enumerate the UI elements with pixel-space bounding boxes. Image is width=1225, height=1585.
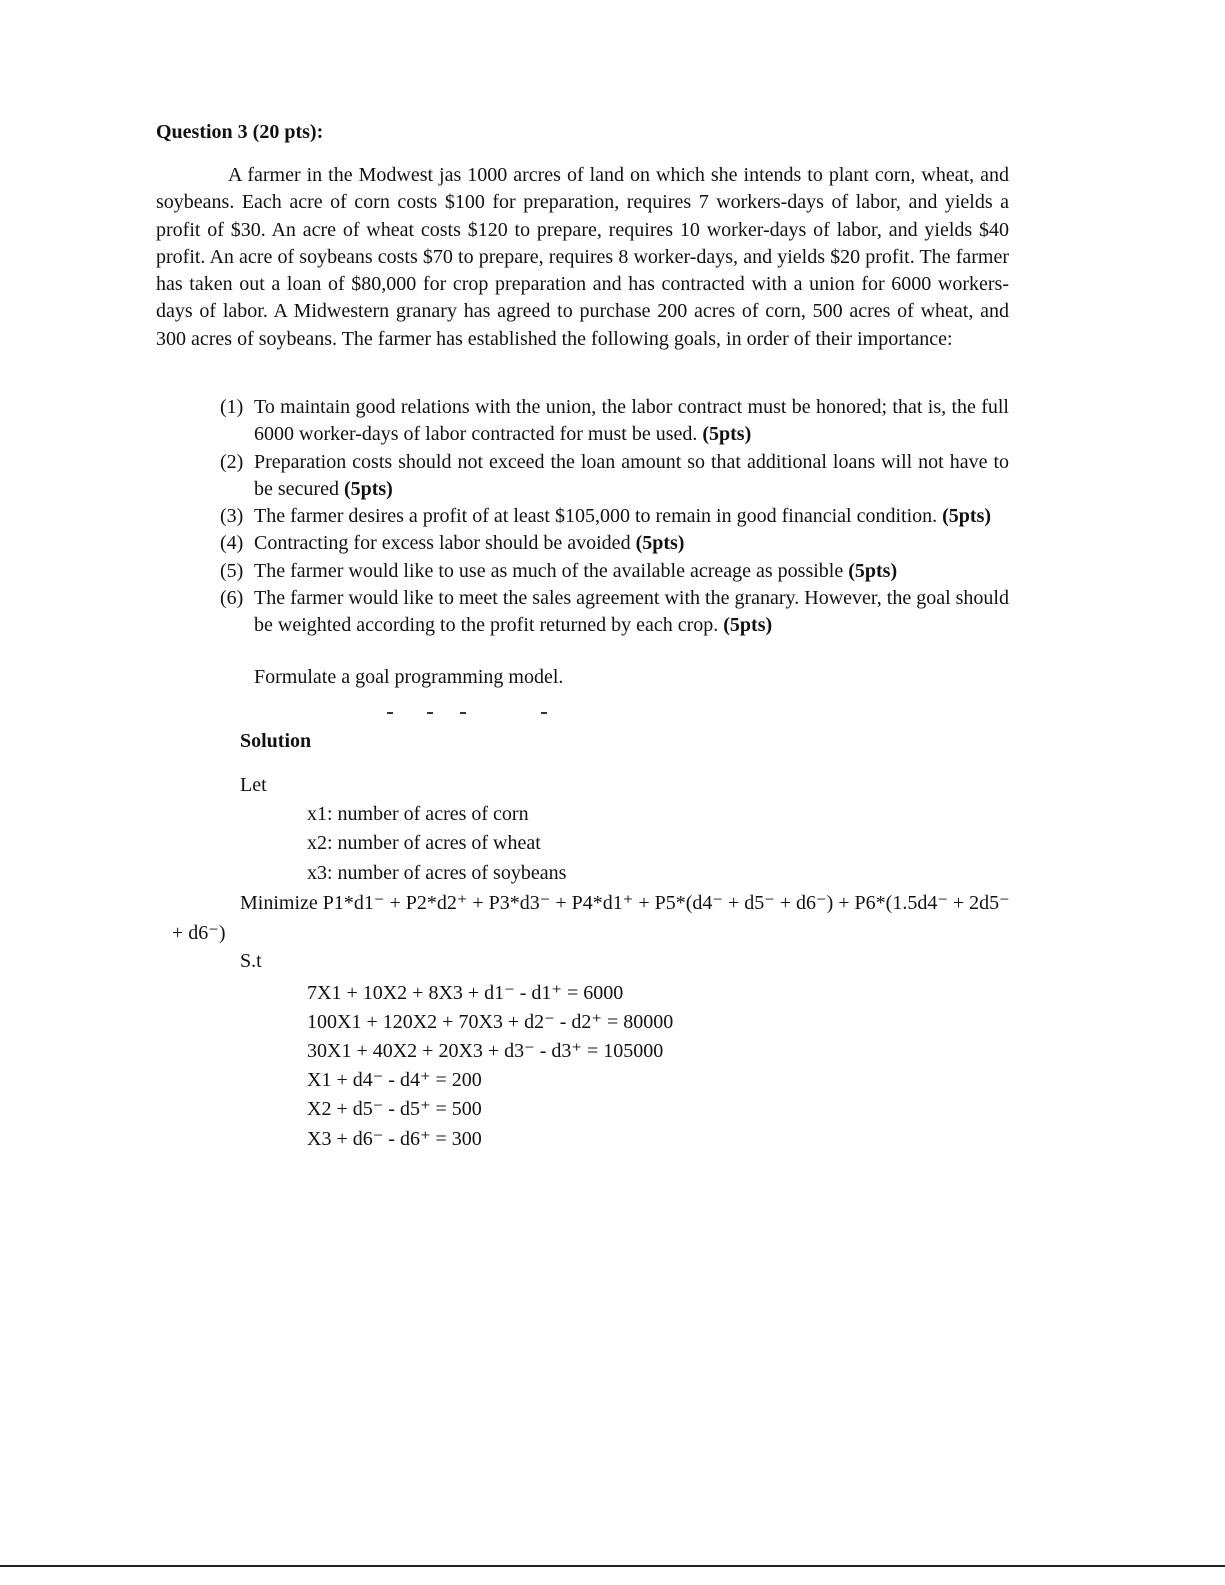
goal-item: (3) The farmer desires a profit of at least $105,000 to remain in good financial condition. (5pts) xyxy=(220,505,992,528)
goal-item: (5) The farmer would like to use as much of the available acreage as possible (5pts) xyxy=(220,559,898,582)
variable-definition: x3: number of acres of soybeans xyxy=(307,862,567,884)
dash-mark xyxy=(427,712,433,714)
let-label: Let xyxy=(240,774,267,796)
question-intro: A farmer in the Modwest jas 1000 arcres of land on which she intends to plant corn, wheat, and soybeans. Each acre of corn costs $100 for preparation, requires 7 workers-days of labor, and yields a profit of $30. An acre of wheat costs $120 to prepare, requires 10 worker-days of labor, and yields $40 profit. An acre of soybeans costs $70 to prepare, requires 8 worker-days, and yields $20 profit. The farmer has taken out a loan of $80,000 for crop preparation and has contracted with a union for 6000 workers-days of labor. A Midwestern granary has agreed to purchase 200 acres of corn, 500 acres of wheat, and 300 acres of soybeans. The farmer has established the following goals, in order of their importance: xyxy=(156,164,1009,350)
goal-item: (1) To maintain good relations with the union, the labor contract must be honored; that is, the full 6000 worker-days of labor contracted for must be used. (5pts) xyxy=(220,396,1009,446)
dash-mark xyxy=(387,712,393,714)
formulate-instruction: Formulate a goal programming model. xyxy=(254,666,564,688)
goals-list xyxy=(220,394,1009,640)
solution-title: Solution xyxy=(240,730,312,752)
dash-mark xyxy=(541,712,547,714)
objective-function-continued: + d6⁻) xyxy=(172,922,226,944)
constraint: 100X1 + 120X2 + 70X3 + d2⁻ - d2⁺ = 80000 xyxy=(307,1011,674,1033)
constraint: 7X1 + 10X2 + 8X3 + d1⁻ - d1⁺ = 6000 xyxy=(307,982,624,1004)
goal-item: (6) The farmer would like to meet the sales agreement with the granary. However, the goal should be weighted according to the profit returned by each crop. (5pts) xyxy=(220,587,1009,637)
variable-definition: x1: number of acres of corn xyxy=(307,803,529,825)
question-title: Question 3 (20 pts): xyxy=(156,121,324,143)
variable-definition: x2: number of acres of wheat xyxy=(307,832,541,854)
constraint: X3 + d6⁻ - d6⁺ = 300 xyxy=(307,1128,482,1150)
page-bottom-border xyxy=(0,1565,1225,1567)
constraint: X1 + d4⁻ - d4⁺ = 200 xyxy=(307,1069,482,1091)
goal-item: (4) Contracting for excess labor should be avoided (5pts) xyxy=(220,532,685,555)
goal-item: (2) Preparation costs should not exceed the loan amount so that additional loans will not have to be secured (5pts) xyxy=(220,450,1009,500)
dash-mark xyxy=(460,712,466,714)
constraint: 30X1 + 40X2 + 20X3 + d3⁻ - d3⁺ = 105000 xyxy=(307,1040,664,1062)
objective-function: Minimize P1*d1⁻ + P2*d2⁺ + P3*d3⁻ + P4*d1⁺ + P5*(d4⁻ + d5⁻ + d6⁻) + P6*(1.5d4⁻ + 2d5⁻ xyxy=(240,892,1010,914)
subject-to-label: S.t xyxy=(240,950,262,972)
constraint: X2 + d5⁻ - d5⁺ = 500 xyxy=(307,1098,482,1120)
